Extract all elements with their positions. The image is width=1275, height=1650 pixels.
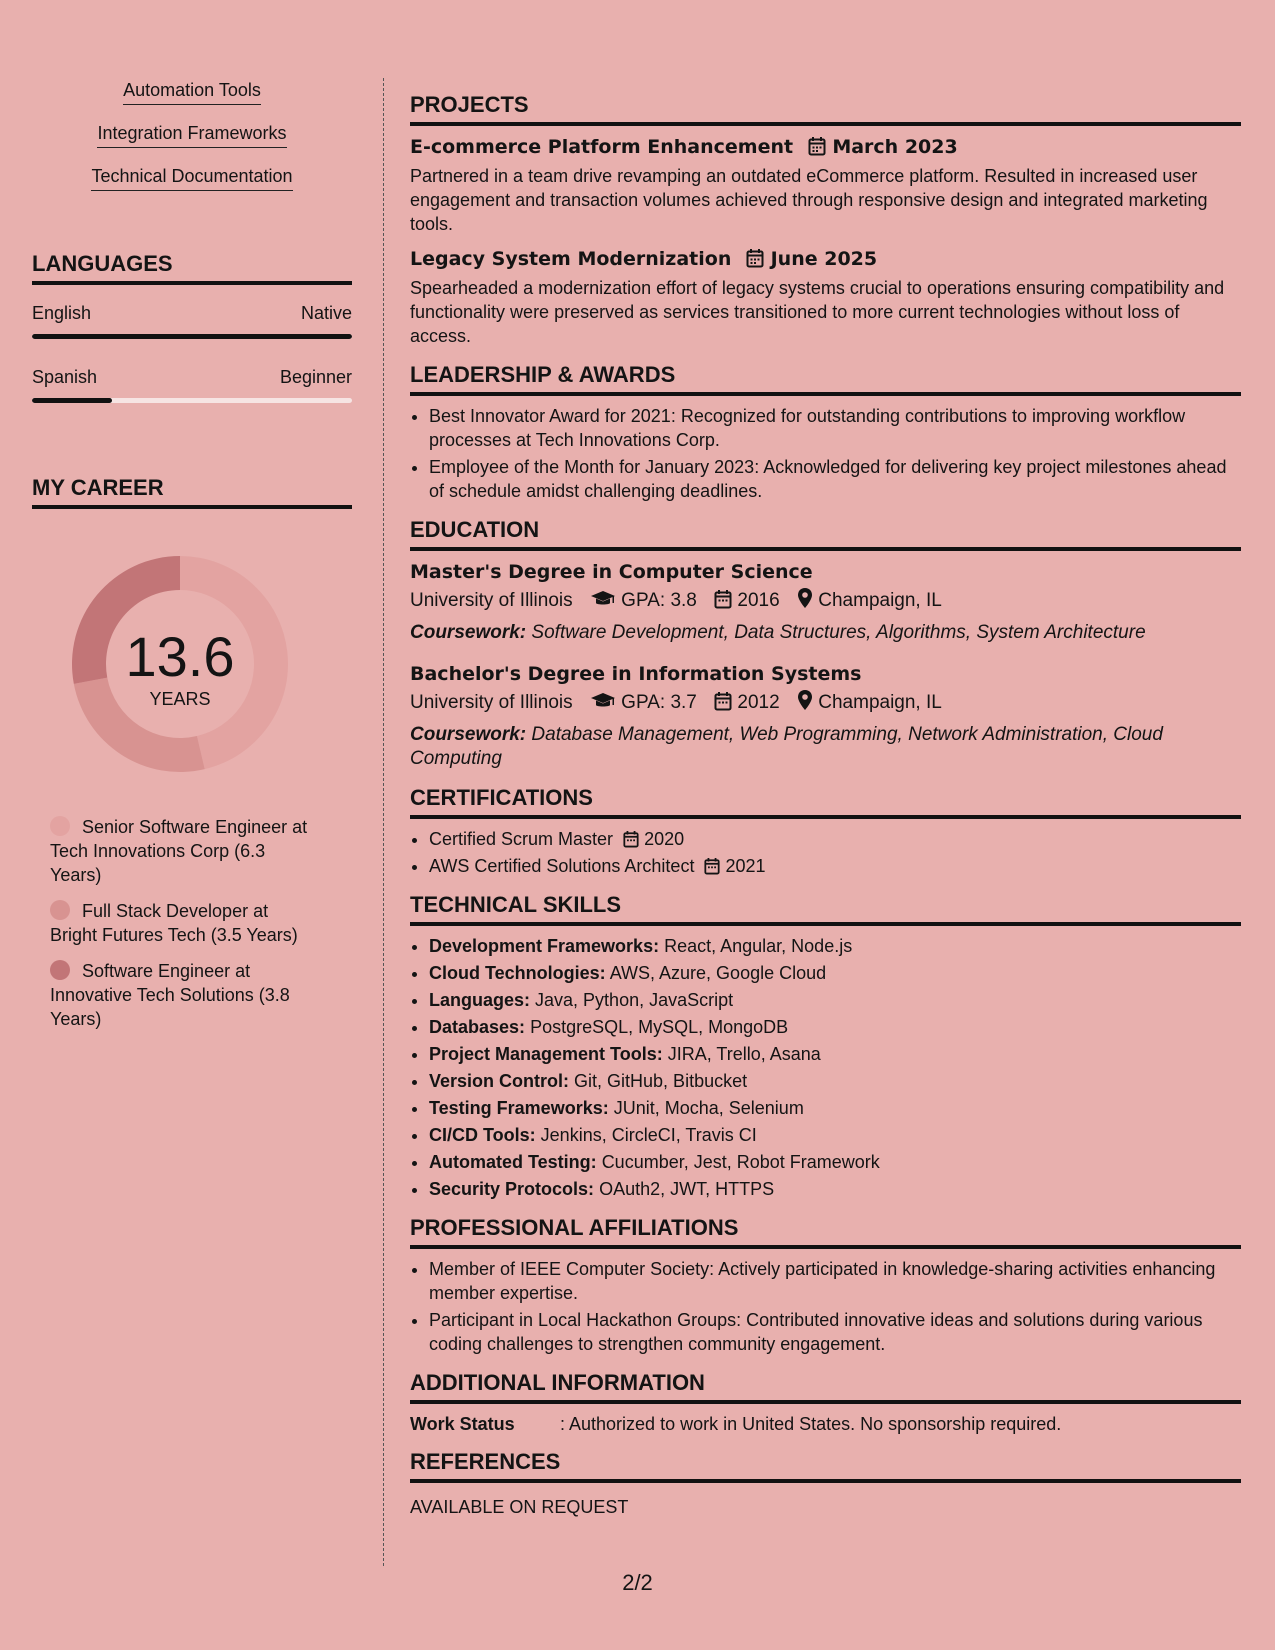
gpa: GPA: 3.7 [621, 692, 697, 713]
skill-value: JIRA, Trello, Asana [667, 1044, 821, 1064]
legend-dot [50, 960, 70, 980]
career-legend [32, 815, 352, 1031]
sidebar [32, 78, 352, 1043]
language-bar [32, 334, 352, 339]
career-heading: MY CAREER [32, 475, 352, 509]
certification-item [429, 854, 1241, 878]
work-status-value: : Authorized to work in United States. No sponsorship required. [560, 1414, 1062, 1434]
language-bar [32, 398, 352, 403]
affiliations-section [410, 1215, 1241, 1356]
career-legend-item [50, 959, 320, 1031]
language-spanish [32, 367, 352, 403]
calendar-icon [623, 830, 639, 848]
location-pin-icon [797, 587, 813, 609]
career-donut [65, 549, 295, 779]
certification-name: AWS Certified Solutions Architect [429, 856, 695, 876]
language-name: English [32, 303, 92, 323]
skill-value: OAuth2, JWT, HTTPS [599, 1179, 775, 1199]
skill-value: JUnit, Mocha, Selenium [613, 1098, 804, 1118]
degree-title: Master's Degree in Computer Science [410, 561, 813, 583]
coursework [410, 723, 1241, 771]
gpa: GPA: 3.8 [621, 590, 697, 611]
skill-line [429, 1015, 1241, 1039]
language-level: Beginner [279, 367, 352, 387]
skill-value: React, Angular, Node.js [664, 936, 853, 956]
references-text: AVAILABLE ON REQUEST [410, 1497, 629, 1517]
certifications-heading: CERTIFICATIONS [410, 785, 1241, 819]
page-number: 2/2 [622, 1570, 653, 1595]
skill-value: AWS, Azure, Google Cloud [609, 963, 827, 983]
coursework-list: Software Development, Data Structures, Algorithms, System Architecture [531, 622, 1146, 643]
affiliations-heading: PROFESSIONAL AFFILIATIONS [410, 1215, 1241, 1249]
legend-label: Senior Software Engineer at Tech Innovations Corp (6.3 Years) [50, 817, 308, 885]
project-entry [410, 134, 1241, 236]
legend-label: Software Engineer at Innovative Tech Solutions (3.8 Years) [50, 961, 290, 1029]
leadership-heading: LEADERSHIP & AWARDS [410, 362, 1241, 396]
coursework-label: Coursework: [410, 622, 527, 643]
legend-dot [50, 816, 70, 836]
project-date: June 2025 [770, 248, 878, 270]
additional-info-section [410, 1370, 1241, 1435]
career-total: 13.6 [125, 625, 235, 688]
certifications-section [410, 785, 1241, 878]
coursework-list: Database Management, Web Programming, Network Administration, Cloud Computing [410, 724, 1163, 769]
skill-line [429, 961, 1241, 985]
skill-line [429, 1096, 1241, 1120]
project-description: Partnered in a team drive revamping an outdated eCommerce platform. Resulted in increased user engagement and transaction volumes achieved through responsive design and integrated marketing tools. [410, 166, 1208, 234]
location-pin-icon [797, 689, 813, 711]
school-location: Champaign, IL [818, 692, 942, 713]
skill-item: Technical Documentation [91, 164, 292, 191]
graduation-cap-icon [590, 589, 616, 609]
calendar-icon [704, 857, 720, 875]
career-legend-item [50, 815, 320, 887]
language-name: Spanish [32, 367, 98, 387]
skill-label: Databases: [429, 1017, 526, 1037]
calendar-icon [808, 136, 826, 156]
skill-value: Git, GitHub, Bitbucket [574, 1071, 748, 1091]
language-english [32, 303, 352, 339]
skill-item: Automation Tools [123, 78, 261, 105]
project-entry [410, 246, 1241, 348]
skill-label: CI/CD Tools: [429, 1125, 536, 1145]
calendar-icon [746, 248, 764, 268]
graduation-cap-icon [590, 691, 616, 711]
skill-value: Java, Python, JavaScript [535, 990, 734, 1010]
technical-skills-heading: TECHNICAL SKILLS [410, 892, 1241, 926]
skill-value: Jenkins, CircleCI, Travis CI [540, 1125, 757, 1145]
education-heading: EDUCATION [410, 517, 1241, 551]
award-item: • Best Innovator Award for 2021: Recognized for outstanding contributions to improving workflow processes at Tech Innovations Corp. [429, 404, 1241, 452]
references-section [410, 1449, 1241, 1519]
project-description: Spearheaded a modernization effort of legacy systems crucial to operations ensuring compatibility and functionality were preserved as services transitioned to more current technologies without loss of access. [410, 278, 1225, 346]
legend-label: Full Stack Developer at Bright Futures Tech (3.5 Years) [50, 901, 298, 945]
language-level: Native [300, 303, 352, 323]
projects-heading: PROJECTS [410, 92, 1241, 126]
education-entry [410, 661, 1241, 771]
languages-heading: LANGUAGES [32, 251, 352, 285]
additional-info-heading: ADDITIONAL INFORMATION [410, 1370, 1241, 1404]
project-date: March 2023 [832, 136, 958, 158]
work-status-label: Work Status [410, 1414, 515, 1434]
coursework-label: Coursework: [410, 724, 527, 745]
skill-value: PostgreSQL, MySQL, MongoDB [530, 1017, 789, 1037]
award-item: • Employee of the Month for January 2023: Acknowledged for delivering key project milestones ahead of schedule amidst challenging deadlines. [429, 455, 1241, 503]
skill-links [32, 78, 352, 207]
graduation-year: 2012 [737, 692, 780, 713]
affiliation-item: • Participant in Local Hackathon Groups: Contributed innovative ideas and solutions during various coding challenges to strengthen community engagement. [429, 1308, 1241, 1356]
skill-label: Version Control: [429, 1071, 570, 1091]
skill-value: Cucumber, Jest, Robot Framework [601, 1152, 880, 1172]
legend-dot [50, 900, 70, 920]
skill-line [429, 1069, 1241, 1093]
school-name: University of Illinois [410, 692, 573, 713]
graduation-year: 2016 [737, 590, 780, 611]
main-content [410, 92, 1241, 1533]
education-section [410, 517, 1241, 771]
skill-label: Cloud Technologies: [429, 963, 606, 983]
skill-line [429, 1042, 1241, 1066]
references-heading: REFERENCES [410, 1449, 1241, 1483]
calendar-icon [714, 691, 732, 711]
school-name: University of Illinois [410, 590, 573, 611]
skill-label: Languages: [429, 990, 531, 1010]
calendar-icon [714, 589, 732, 609]
skill-label: Development Frameworks: [429, 936, 660, 956]
skill-label: Security Protocols: [429, 1179, 595, 1199]
coursework [410, 621, 1241, 645]
project-title: E-commerce Platform Enhancement [410, 136, 794, 158]
certification-name: Certified Scrum Master [429, 829, 614, 849]
skill-label: Project Management Tools: [429, 1044, 663, 1064]
skill-line [429, 934, 1241, 958]
school-location: Champaign, IL [818, 590, 942, 611]
skill-label: Testing Frameworks: [429, 1098, 609, 1118]
skill-line [429, 988, 1241, 1012]
skill-item: Integration Frameworks [97, 121, 286, 148]
projects-section [410, 92, 1241, 348]
language-bar-fill [32, 334, 352, 339]
career-legend-item [50, 899, 320, 947]
language-bar-fill [32, 398, 112, 403]
skill-line [429, 1123, 1241, 1147]
certification-year: 2020 [644, 829, 685, 849]
skill-line [429, 1177, 1241, 1201]
column-divider [383, 78, 384, 1566]
certification-year: 2021 [725, 856, 766, 876]
project-title: Legacy System Modernization [410, 248, 732, 270]
degree-title: Bachelor's Degree in Information Systems [410, 663, 862, 685]
education-entry [410, 559, 1241, 645]
skill-line [429, 1150, 1241, 1174]
affiliation-item: • Member of IEEE Computer Society: Actively participated in knowledge-sharing activities enhancing member expertise. [429, 1257, 1241, 1305]
technical-skills-section [410, 892, 1241, 1201]
skill-label: Automated Testing: [429, 1152, 597, 1172]
career-unit: YEARS [149, 689, 211, 709]
certification-item [429, 827, 1241, 851]
leadership-section [410, 362, 1241, 503]
